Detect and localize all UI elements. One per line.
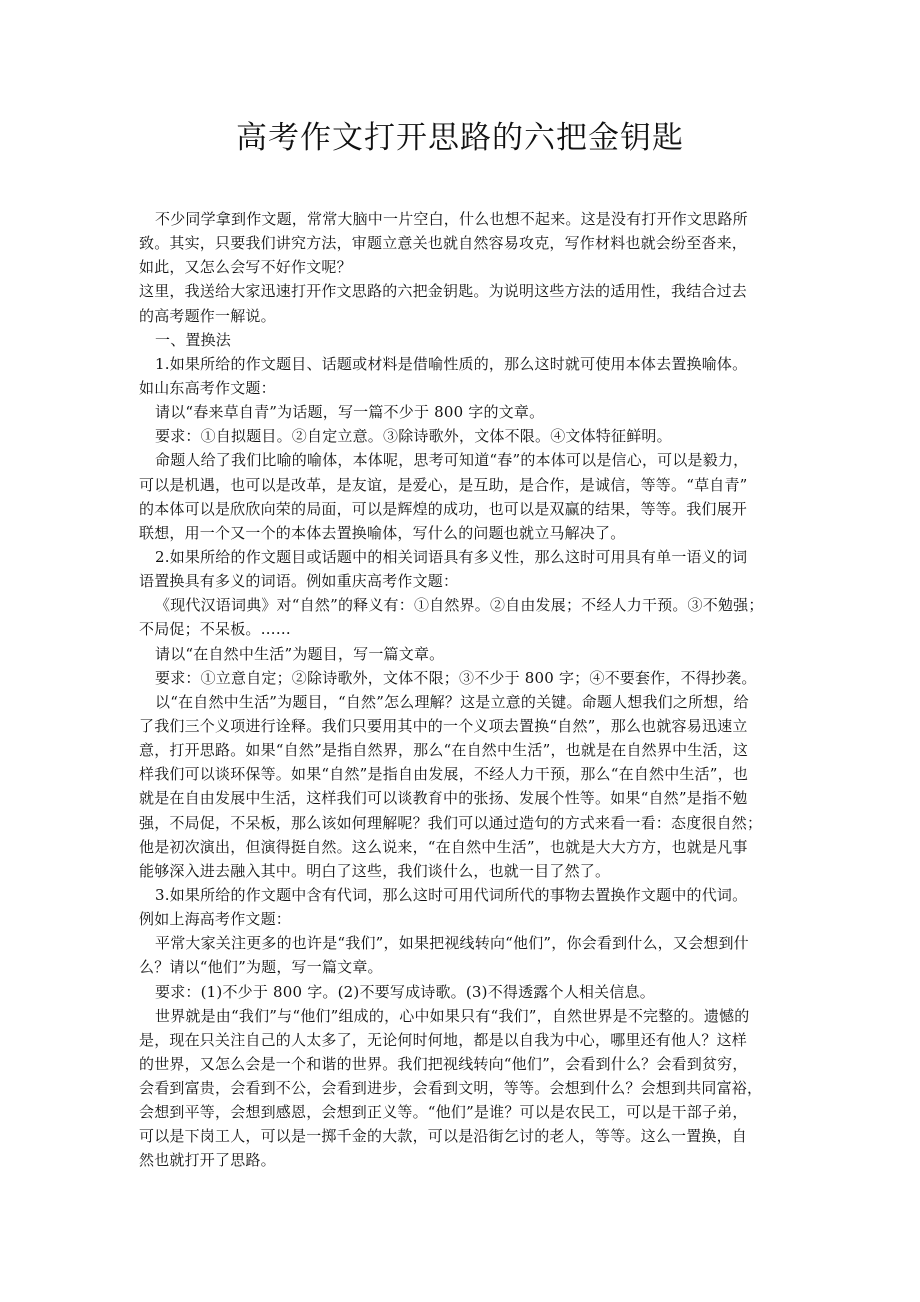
text-line: 意，打开思路。如果“自然”是指自然界，那么“在自然中生活”，也就是在自然界中生活，这 (139, 741, 749, 760)
text-line: 会看到富贵，会看到不公，会看到进步，会看到文明，等等。会想到什么？会想到共同富裕， (139, 1079, 763, 1098)
text-line: 会想到平等，会想到感恩，会想到正义等。“他们”是谁？可以是农民工，可以是干部子弟， (139, 1103, 748, 1122)
text-line: 3.如果所给的作文题中含有代词，那么这时可用代词所代的事物去置换作文题中的代词。 (155, 885, 748, 904)
text-line: 以“在自然中生活”为题目，“自然”怎么理解？这是立意的关键。命题人想我们之所想，给 (155, 692, 749, 711)
text-line: 平常大家关注更多的也许是“我们”，如果把视线转向“他们”，你会看到什么，又会想到什 (155, 934, 749, 953)
text-line: 例如上海高考作文题： (139, 910, 292, 929)
text-line: 然也就打开了思路。 (139, 1151, 276, 1170)
text-line: 他是初次演出，但演得挺自然。这么说来，“在自然中生活”，也就是大大方方，也就是凡事 (139, 837, 748, 856)
text-line: 不少同学拿到作文题，常常大脑中一片空白，什么也想不起来。这是没有打开作文思路所 (155, 210, 748, 228)
text-line: 如山东高考作文题： (139, 378, 276, 397)
text-line: 样我们可以谈环保等。如果“自然”是指自由发展，不经人力干预，那么“在自然中生活”，也 (139, 765, 749, 784)
text-line: 是，现在只关注自己的人太多了，无论何时何地，都是以自我为中心，哪里还有他人？这样 (139, 1030, 748, 1049)
text-line: 世界就是由“我们”与“他们”组成的，心中如果只有“我们”，自然世界是不完整的。遗憾的 (155, 1006, 750, 1025)
text-line: 不局促；不呆板。…… (139, 620, 292, 639)
text-line: 请以“春来草自青”为话题，写一篇不少于 800 字的文章。 (155, 403, 545, 422)
text-line: 要求：①自拟题目。②自定立意。③除诗歌外，文体不限。④文体特征鲜明。 (155, 427, 672, 446)
text-line: 要求：(1)不少于 800 字。(2)不要写成诗歌。(3)不得透露个人相关信息。 (155, 982, 655, 1001)
text-line: 这里，我送给大家迅速打开作文思路的六把金钥匙。为说明这些方法的适用性，我结合过去 (139, 282, 748, 301)
document-body (139, 207, 811, 1173)
text-line: 了我们三个义项进行诠释。我们只要用其中的一个义项去置换“自然”，那么也就容易迅速立 (139, 716, 748, 735)
text-line: 语置换具有多义的词语。例如重庆高考作文题： (139, 572, 459, 591)
text-line: 2.如果所给的作文题目或话题中的相关词语具有多义性，那么这时可用具有单一语义的词 (155, 547, 748, 566)
text-line: 命题人给了我们比喻的喻体，本体呢，思考可知道“春”的本体可以是信心，可以是毅力， (155, 451, 749, 470)
text-line: 一、置换法 (155, 330, 232, 349)
text-line: 么？请以“他们”为题，写一篇文章。 (139, 958, 383, 977)
text-line: 要求：①立意自定；②除诗歌外，文体不限；③不少于 800 字；④不要套作，不得抄袭。 (155, 668, 757, 687)
text-line: 就是在自由发展中生活，这样我们可以谈教育中的张扬、发展个性等。如果“自然”是指不勉 (139, 789, 748, 808)
document-title: 高考作文打开思路的六把金钥匙 (236, 120, 684, 156)
text-line: 1.如果所给的作文题目、话题或材料是借喻性质的，那么这时就可使用本体去置换喻体。 (155, 354, 748, 373)
text-line: 《现代汉语词典》对“自然”的释义有：①自然界。②自由发展；不经人力干预。③不勉强； (155, 596, 764, 615)
text-line: 强，不局促，不呆板，那么该如何理解呢？我们可以通过造句的方式来看一看：态度很自然； (139, 813, 763, 832)
text-line: 可以是下岗工人，可以是一掷千金的大款，可以是沿街乞讨的老人，等等。这么一置换，自 (139, 1127, 748, 1146)
text-line: 的世界，又怎么会是一个和谐的世界。我们把视线转向“他们”，会看到什么？会看到贫穷， (139, 1054, 748, 1073)
text-line: 请以“在自然中生活”为题目，写一篇文章。 (155, 644, 445, 663)
text-line: 联想，用一个又一个的本体去置换喻体，写什么的问题也就立马解决了。 (139, 523, 626, 542)
text-line: 致。其实，只要我们讲究方法，审题立意关也就自然容易攻克，写作材料也就会纷至沓来， (139, 234, 748, 253)
text-line: 的本体可以是欣欣向荣的局面，可以是辉煌的成功，也可以是双赢的结果，等等。我们展开 (139, 499, 748, 518)
text-line: 如此，又怎么会写不好作文呢？ (139, 258, 352, 277)
text-line: 的高考题作一解说。 (139, 306, 276, 325)
text-line: 能够深入进去融入其中。明白了这些，我们谈什么，也就一目了然了。 (139, 861, 611, 880)
text-line: 可以是机遇，也可以是改革，是友谊，是爱心，是互助，是合作，是诚信，等等。“草自青” (139, 475, 748, 494)
